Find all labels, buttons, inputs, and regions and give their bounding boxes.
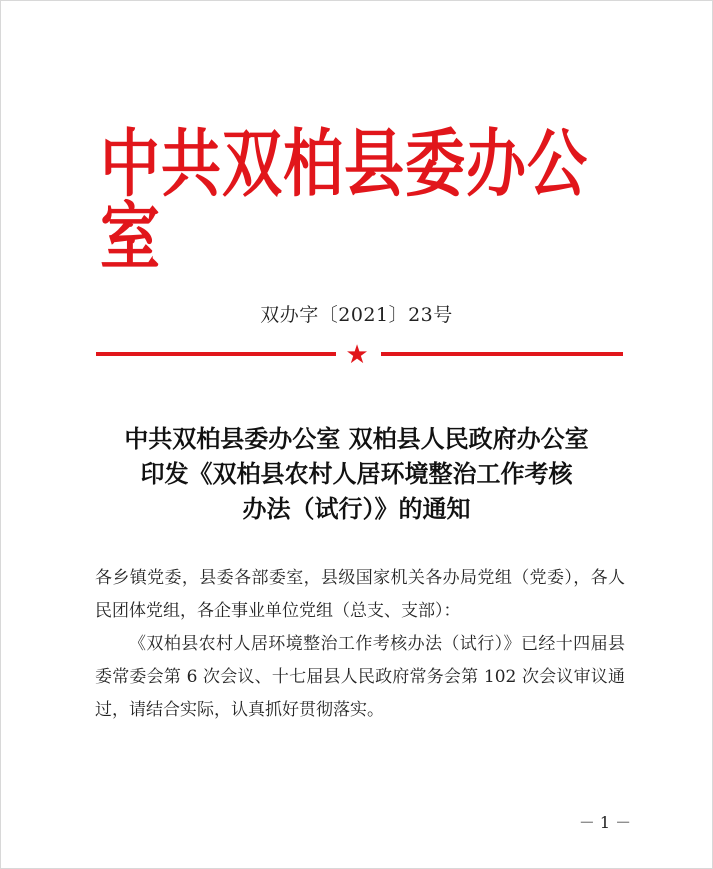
document-body xyxy=(95,562,625,727)
page-number: － 1 － xyxy=(578,813,632,832)
red-star-icon: ★ xyxy=(345,340,369,370)
document-number: 双办字〔2021〕23号 xyxy=(260,304,453,326)
document-title-line-3: 办法（试行）》的通知 xyxy=(242,495,471,523)
issuer-header-title: 中共双柏县委办公室 xyxy=(100,121,588,281)
document-title xyxy=(0,422,713,527)
red-divider-right xyxy=(381,352,623,356)
document-title-line-2: 印发《双柏县农村人居环境整治工作考核 xyxy=(140,460,573,488)
recipients-paragraph: 各乡镇党委，县委各部委室，县级国家机关各办局党组（党委），各人民团体党组，各企事业单位党组（总支、支部）： xyxy=(95,568,625,621)
red-divider-left xyxy=(96,352,336,356)
notice-paragraph: 《双柏县农村人居环境整治工作考核办法（试行）》已经十四届县委常委会第 6 次会议、十七届县人民政府常务会第 102 次会议审议通过，请结合实际，认真抓好贯彻落实。 xyxy=(95,634,625,720)
document-title-line-1: 中共双柏县委办公室 双柏县人民政府办公室 xyxy=(124,425,589,453)
